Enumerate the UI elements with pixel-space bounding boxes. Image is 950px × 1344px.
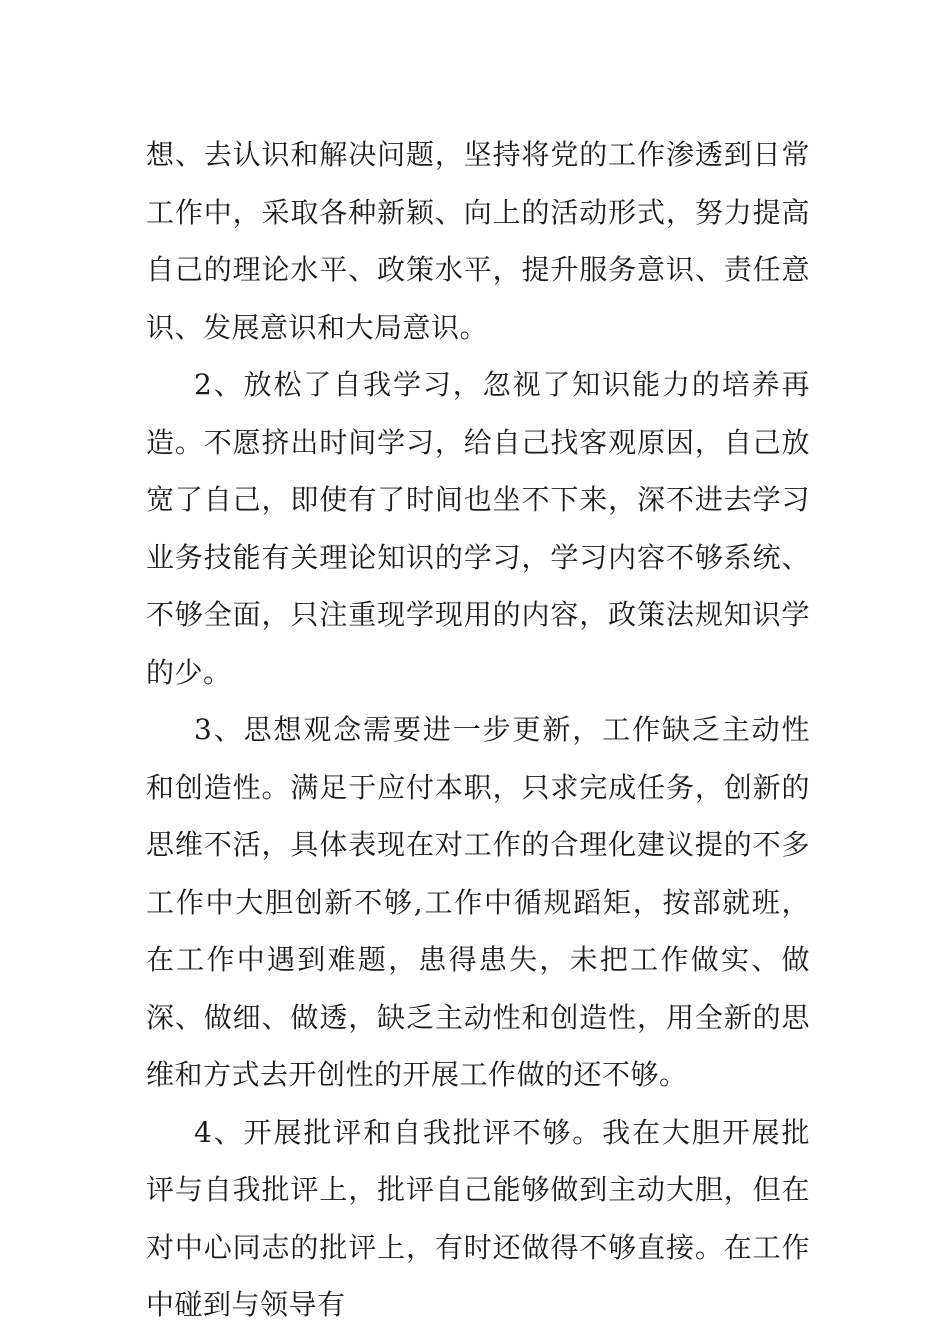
paragraph-2: 2、放松了自我学习，忽视了知识能力的培养再造。不愿挤出时间学习，给自己找客观原因，自己放宽了自己，即使有了时间也坐不下来，深不进去学习业务技能有关理论知识的学习，学习内容不够系统、不够全面，只注重现学现用的内容，政策法规知识学的少。 [146,368,810,689]
paragraph-4: 4、开展批评和自我批评不够。我在大胆开展批评与自我批评上，批评自己能够做到主动大胆，但在对中心同志的批评上，有时还做得不够直接。在工作中碰到与领导有 [146,1115,810,1321]
document-body [146,126,810,1334]
paragraph-3: 3、思想观念需要进一步更新，工作缺乏主动性和创造性。满足于应付本职，只求完成任务，创新的思维不活，具体表现在对工作的合理化建议提的不多 工作中大胆创新不够,工作中循规蹈矩，按部就班，在工作中遇到难题，患得患失，未把工作做实、做深、做细、做透，缺乏主动性和创造性，用全新的思维和方式去开创性的开展工作做的还不够。 [146,713,810,1091]
paragraph-1: 想、去认识和解决问题，坚持将党的工作渗透到日常工作中，采取各种新颖、向上的活动形式，努力提高自己的理论水平、政策水平，提升服务意识、责任意识、发展意识和大局意识。 [146,138,810,344]
